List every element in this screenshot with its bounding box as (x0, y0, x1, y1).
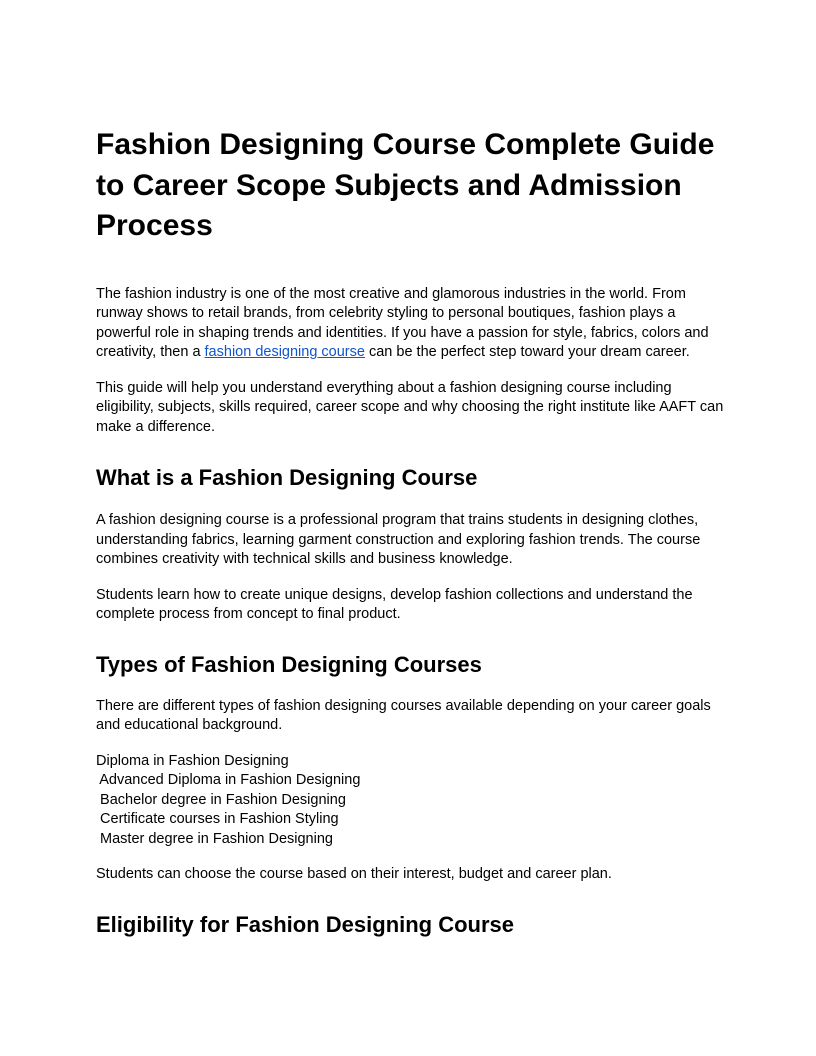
list-item: Advanced Diploma in Fashion Designing (96, 772, 361, 788)
section-heading-what-is: What is a Fashion Designing Course (96, 465, 478, 490)
section-heading-eligibility: Eligibility for Fashion Designing Course (96, 911, 515, 937)
page-title: Fashion Designing Course Complete Guide to Career Scope Subjects and Admission Process (96, 128, 715, 242)
intro-text-after-link: can be the perfect step toward your dream career. (364, 344, 690, 360)
intro-paragraph (96, 285, 726, 363)
list-item: Bachelor degree in Fashion Designing (96, 791, 346, 808)
list-item: Diploma in Fashion Designing (96, 752, 289, 769)
course-types-list (96, 752, 726, 850)
guide-paragraph: This guide will help you understand everything about a fashion designing course including eligibility, subjects, skills required, career scope and why choosing the right institute like AAFT can make a difference. (96, 379, 724, 435)
list-item: Certificate courses in Fashion Styling (96, 811, 339, 827)
what-is-paragraph-1: A fashion designing course is a professional program that trains students in designing clothes, understanding fabrics, learning garment construction and exploring fashion trends. The course combines creativity with technical skills and business knowledge. (96, 512, 701, 567)
intro-text-before-link: The fashion industry is one of the most creative and glamorous industries in the world. From runway shows to retail brands, from celebrity styling to personal boutiques, fashion plays a powerful role in shaping trends and identities. If you have a passion for style, fabrics, colors and creativity, then a (96, 285, 709, 360)
section-heading-types: Types of Fashion Designing Courses (96, 651, 482, 677)
fashion-designing-course-link[interactable]: fashion designing course (204, 344, 365, 360)
types-closing-paragraph: Students can choose the course based on their interest, budget and career plan. (96, 866, 612, 882)
list-item: Master degree in Fashion Designing (96, 830, 333, 847)
what-is-paragraph-2: Students learn how to create unique designs, develop fashion collections and understand the complete process from concept to final product. (96, 586, 693, 622)
types-intro-paragraph: There are different types of fashion designing courses available depending on your career goals and educational background. (96, 697, 711, 733)
document-content (96, 125, 726, 939)
